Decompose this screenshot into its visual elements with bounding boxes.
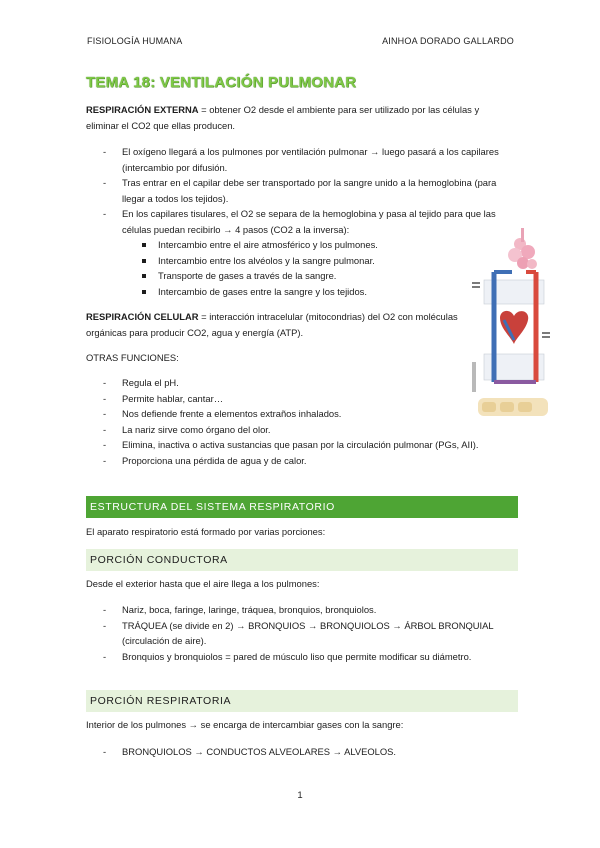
conductora-text: Desde el exterior hasta que el aire llega a los pulmones: xyxy=(86,578,320,589)
list-item: - El oxígeno llegará a los pulmones por ventilación pulmonar → luego pasará a los capilares (intercambio por difusión. xyxy=(86,144,511,175)
section-respiratoria-header: PORCIÓN RESPIRATORIA xyxy=(86,690,518,712)
list-item: - BRONQUIOLOS → CONDUCTOS ALVEOLARES → ALVEOLOS. xyxy=(86,744,518,760)
list-item xyxy=(86,206,511,299)
list-item: - Bronquios y bronquiolos = pared de músculo liso que permite modificar su diámetro. xyxy=(86,649,518,665)
list-item: - Nos defiende frente a elementos extraños inhalados. xyxy=(86,406,538,422)
conductora-list xyxy=(86,602,518,664)
list-item: - Proporciona una pérdida de agua y de calor. xyxy=(86,453,538,469)
respiratoria-text: Interior de los pulmones → se encarga de intercambiar gases con la sangre: xyxy=(86,719,404,730)
list-item: - Nariz, boca, faringe, laringe, tráquea, bronquios, bronquiolos. xyxy=(86,602,518,618)
page-title: TEMA 18: VENTILACIÓN PULMONAR xyxy=(86,74,357,91)
respiratoria-list xyxy=(86,744,518,760)
otras-funciones-label: OTRAS FUNCIONES: xyxy=(86,352,179,363)
list-item-text: En los capilares tisulares, el O2 se separa de la hemoglobina y pasa al tejido para que las células puedan recibirlo → 4 pasos (CO2 a la inversa): xyxy=(122,208,496,235)
resp-externa-list xyxy=(86,144,511,299)
list-item: - La nariz sirve como órgano del olor. xyxy=(86,422,538,438)
section-conductora-header: PORCIÓN CONDUCTORA xyxy=(86,549,518,571)
tissue-cells-icon xyxy=(478,398,548,416)
list-item: - Tras entrar en el capilar debe ser transportado por la sangre unido a la hemoglobina (para llegar a todos los tejidos). xyxy=(86,175,511,206)
resp-celular-paragraph xyxy=(86,309,458,340)
four-steps-list xyxy=(122,237,511,299)
resp-externa-paragraph xyxy=(86,102,496,133)
resp-externa-term: RESPIRACIÓN EXTERNA xyxy=(86,104,199,115)
resp-celular-term: RESPIRACIÓN CELULAR xyxy=(86,311,199,322)
list-item: Intercambio entre los alvéolos y la sangre pulmonar. xyxy=(122,253,511,269)
estructura-text: El aparato respiratorio está formado por varias porciones: xyxy=(86,526,326,537)
header-author: AINHOA DORADO GALLARDO xyxy=(382,36,514,46)
resp-externa-text: = obtener O2 desde el ambiente para ser utilizado por las células y eliminar el CO2 que ellas producen. xyxy=(86,104,480,131)
list-item: - Permite hablar, cantar… xyxy=(86,391,538,407)
section-estructura-header: ESTRUCTURA DEL SISTEMA RESPIRATORIO xyxy=(86,496,518,518)
list-item: Transporte de gases a través de la sangre. xyxy=(122,268,511,284)
list-item: Intercambio entre el aire atmosférico y los pulmones. xyxy=(122,237,511,253)
header-course: FISIOLOGÍA HUMANA xyxy=(87,36,183,46)
list-item: - TRÁQUEA (se divide en 2) → BRONQUIOS → BRONQUIOLOS → ÁRBOL BRONQUIAL (circulación de aire). xyxy=(86,618,518,649)
list-item: - Regula el pH. xyxy=(86,375,538,391)
page-number: 1 xyxy=(297,790,303,801)
list-item: Intercambio de gases entre la sangre y los tejidos. xyxy=(122,284,511,300)
resp-celular-text: = interacción intracelular (mitocondrias) del O2 con moléculas orgánicas para producir CO2, agua y energía (ATP). xyxy=(86,311,458,338)
list-item: - Elimina, inactiva o activa sustancias que pasan por la circulación pulmonar (PGs, AII). xyxy=(86,437,538,453)
pulmonary-circulation-figure xyxy=(470,222,552,424)
